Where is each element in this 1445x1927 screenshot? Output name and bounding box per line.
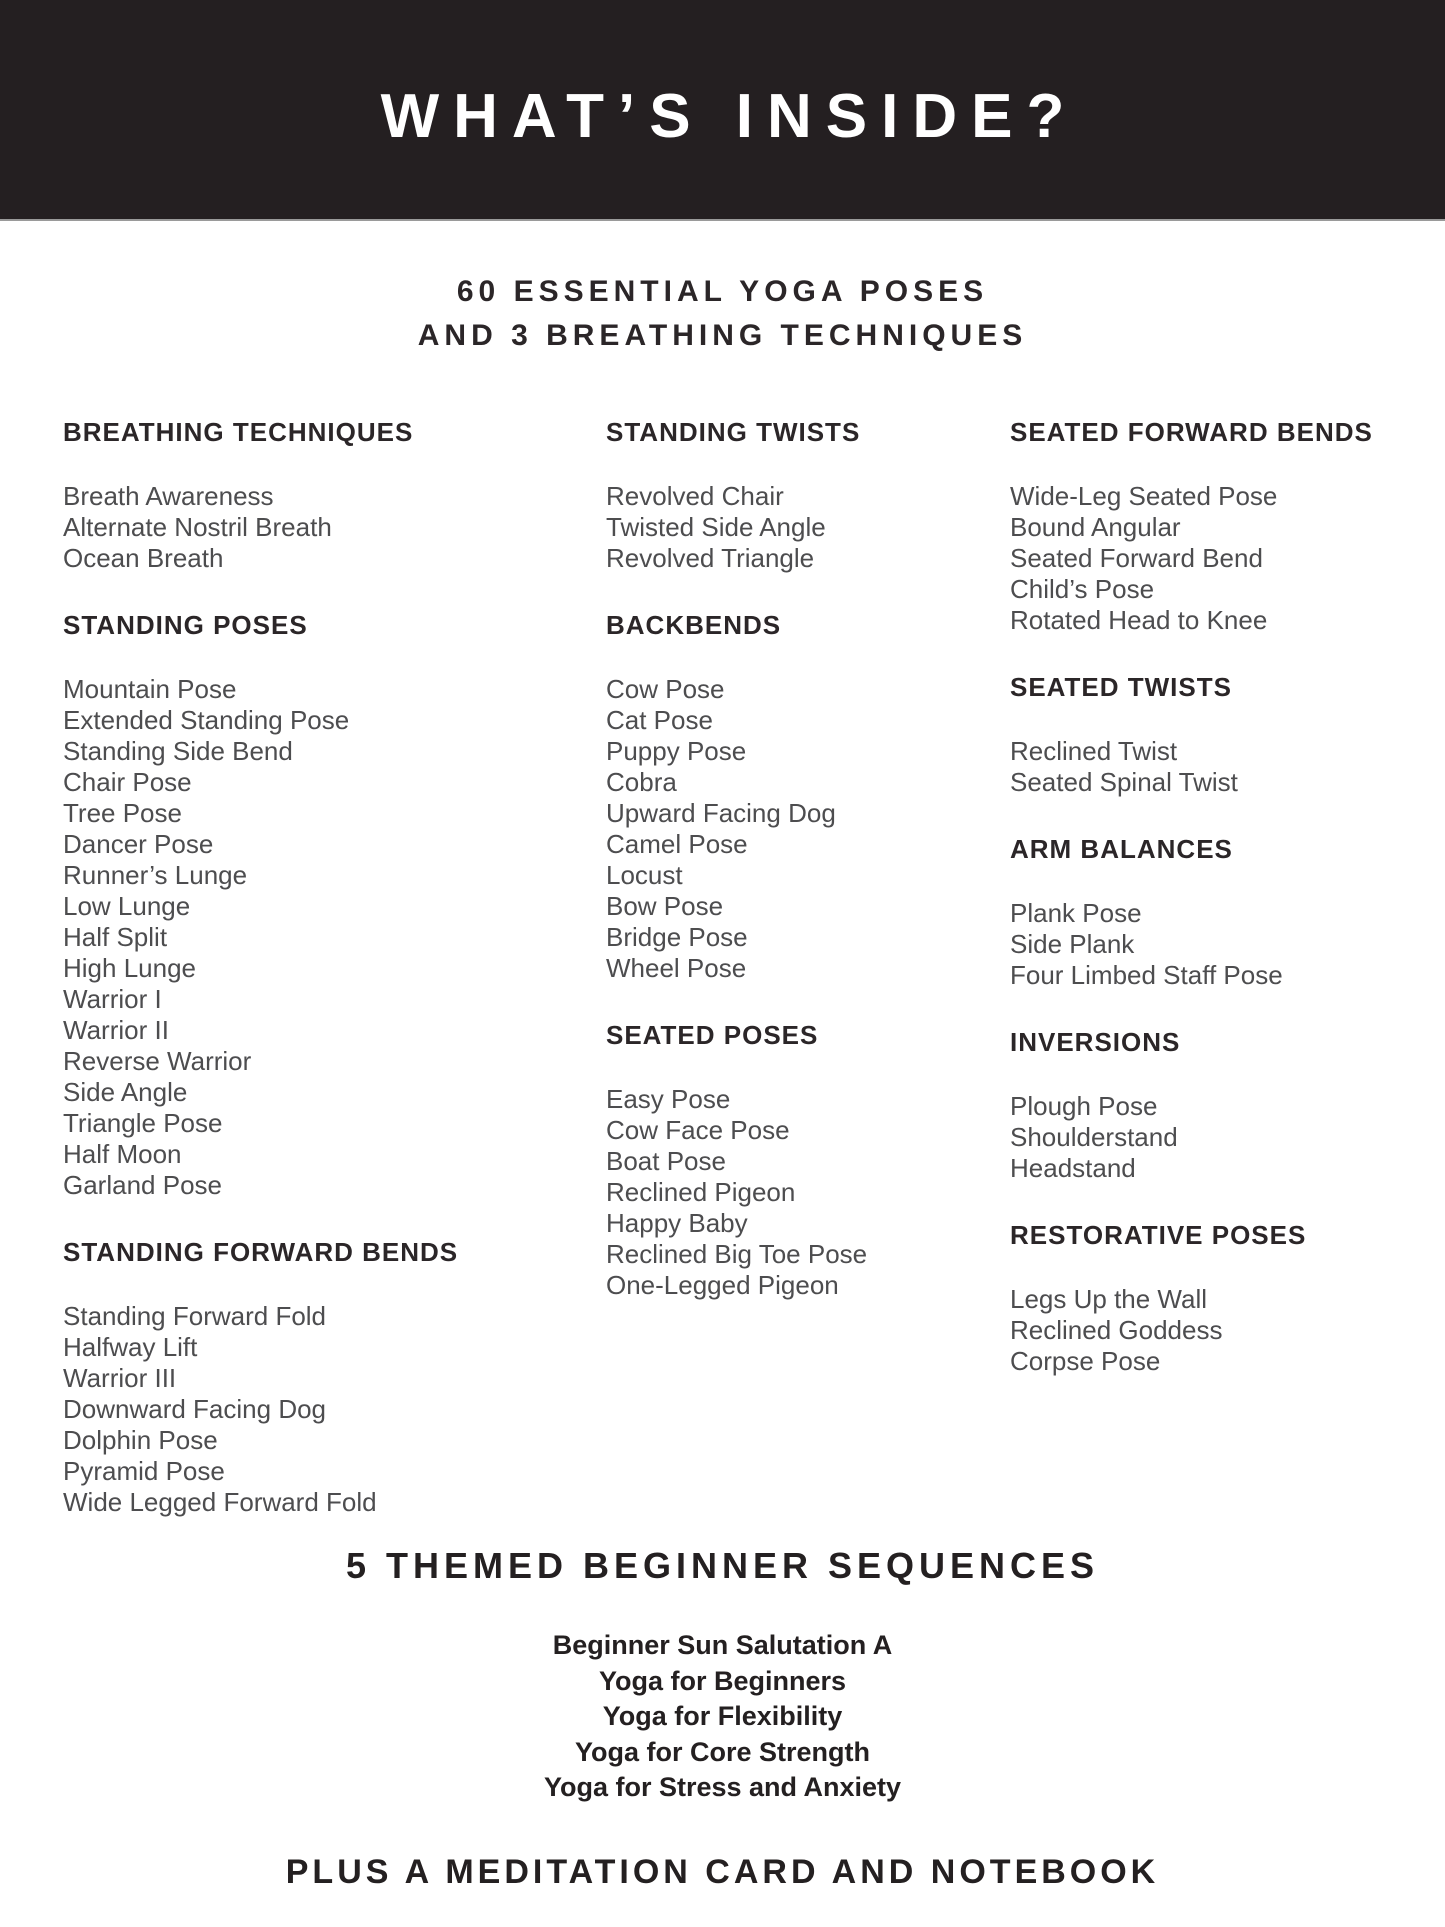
pose-item: Low Lunge bbox=[63, 891, 191, 921]
section-title: STANDING TWISTS bbox=[606, 417, 861, 447]
pose-item: Chair Pose bbox=[63, 767, 192, 797]
section-title: SEATED TWISTS bbox=[1010, 672, 1232, 702]
pose-item: One-Legged Pigeon bbox=[606, 1270, 839, 1300]
pose-item: Upward Facing Dog bbox=[606, 798, 836, 828]
pose-item: Side Angle bbox=[63, 1077, 188, 1107]
sequence-item: Yoga for Core Strength bbox=[574, 1736, 870, 1767]
pose-item: Cat Pose bbox=[606, 705, 713, 735]
header-bar bbox=[0, 0, 1445, 221]
pose-item: Happy Baby bbox=[606, 1208, 748, 1238]
section-title: SEATED POSES bbox=[606, 1020, 819, 1050]
pose-item: Shoulderstand bbox=[1010, 1122, 1178, 1152]
pose-item: Cobra bbox=[606, 767, 677, 797]
section-title: INVERSIONS bbox=[1010, 1027, 1181, 1057]
pose-item: Bow Pose bbox=[606, 891, 724, 921]
pose-item: Halfway Lift bbox=[63, 1332, 198, 1362]
pose-item: Warrior III bbox=[63, 1363, 177, 1393]
pose-item: Alternate Nostril Breath bbox=[63, 512, 332, 542]
section-title: RESTORATIVE POSES bbox=[1010, 1220, 1307, 1250]
pose-section bbox=[1010, 1220, 1440, 1377]
intro-heading bbox=[0, 270, 1445, 358]
pose-item: Warrior I bbox=[63, 984, 162, 1014]
pose-item: Legs Up the Wall bbox=[1010, 1284, 1208, 1314]
pose-list bbox=[606, 674, 1001, 984]
pose-section bbox=[606, 1020, 1001, 1301]
pose-item: Downward Facing Dog bbox=[63, 1394, 327, 1424]
page-title: WHAT’S INSIDE? bbox=[380, 82, 1079, 151]
pose-item: Dolphin Pose bbox=[63, 1425, 218, 1455]
sequences-heading: 5 THEMED BEGINNER SEQUENCES bbox=[345, 1545, 1100, 1586]
pose-list bbox=[1010, 481, 1440, 636]
pose-item: Boat Pose bbox=[606, 1146, 726, 1176]
pose-item: Plank Pose bbox=[1010, 898, 1142, 928]
pose-item: Bridge Pose bbox=[606, 922, 748, 952]
pose-section bbox=[63, 417, 593, 574]
pose-list bbox=[63, 1301, 593, 1518]
pose-item: Seated Spinal Twist bbox=[1010, 767, 1238, 797]
pose-section bbox=[63, 1237, 593, 1518]
pose-list bbox=[63, 481, 593, 574]
pose-item: Easy Pose bbox=[606, 1084, 731, 1114]
pose-item: Reverse Warrior bbox=[63, 1046, 252, 1076]
pose-item: Twisted Side Angle bbox=[606, 512, 826, 542]
pose-item: Ocean Breath bbox=[63, 543, 224, 573]
pose-item: Revolved Triangle bbox=[606, 543, 815, 573]
pose-list bbox=[1010, 1284, 1440, 1377]
pose-section bbox=[606, 417, 1001, 574]
section-title: STANDING POSES bbox=[63, 610, 308, 640]
pose-item: Reclined Goddess bbox=[1010, 1315, 1223, 1345]
pose-section bbox=[1010, 834, 1440, 991]
pose-item: Breath Awareness bbox=[63, 481, 274, 511]
pose-item: Rotated Head to Knee bbox=[1010, 605, 1268, 635]
pose-item: Wide-Leg Seated Pose bbox=[1010, 481, 1278, 511]
pose-section bbox=[1010, 417, 1440, 636]
pose-item: Seated Forward Bend bbox=[1010, 543, 1263, 573]
pose-item: Reclined Big Toe Pose bbox=[606, 1239, 868, 1269]
sequence-item: Yoga for Beginners bbox=[598, 1665, 847, 1696]
pose-item: Wide Legged Forward Fold bbox=[63, 1487, 377, 1517]
section-title: STANDING FORWARD BENDS bbox=[63, 1237, 459, 1267]
pose-item: Locust bbox=[606, 860, 683, 890]
section-title: BACKBENDS bbox=[606, 610, 782, 640]
sequence-item: Yoga for Flexibility bbox=[602, 1701, 843, 1731]
pose-list bbox=[1010, 1091, 1440, 1184]
pose-item: Corpse Pose bbox=[1010, 1346, 1161, 1376]
section-title: BREATHING TECHNIQUES bbox=[63, 417, 414, 447]
pose-column-middle bbox=[606, 417, 1001, 1337]
pose-list bbox=[606, 1084, 1001, 1301]
pose-item: Revolved Chair bbox=[606, 481, 784, 511]
sequences-list bbox=[0, 1628, 1445, 1806]
pose-item: Warrior II bbox=[63, 1015, 169, 1045]
pose-item: Bound Angular bbox=[1010, 512, 1181, 542]
pose-item: Half Moon bbox=[63, 1139, 182, 1169]
pose-item: Half Split bbox=[63, 922, 168, 952]
section-title: SEATED FORWARD BENDS bbox=[1010, 417, 1373, 447]
pose-item: Tree Pose bbox=[63, 798, 182, 828]
pose-item: Reclined Pigeon bbox=[606, 1177, 796, 1207]
pose-item: Extended Standing Pose bbox=[63, 705, 350, 735]
pose-item: Dancer Pose bbox=[63, 829, 214, 859]
pose-item: Headstand bbox=[1010, 1153, 1136, 1183]
pose-column-left bbox=[63, 417, 593, 1554]
intro-heading-line2: AND 3 BREATHING TECHNIQUES bbox=[417, 319, 1028, 352]
pose-item: Garland Pose bbox=[63, 1170, 222, 1200]
pose-section bbox=[63, 610, 593, 1201]
pose-list bbox=[1010, 736, 1440, 798]
pose-item: Standing Side Bend bbox=[63, 736, 293, 766]
pose-item: Mountain Pose bbox=[63, 674, 237, 704]
pose-section bbox=[1010, 672, 1440, 798]
pose-item: Puppy Pose bbox=[606, 736, 747, 766]
pose-item: Standing Forward Fold bbox=[63, 1301, 327, 1331]
pose-section bbox=[606, 610, 1001, 984]
pose-item: Triangle Pose bbox=[63, 1108, 223, 1138]
intro-heading-line1: 60 ESSENTIAL YOGA POSES bbox=[456, 275, 989, 308]
pose-item: Plough Pose bbox=[1010, 1091, 1158, 1121]
sequence-item: Beginner Sun Salutation A bbox=[552, 1630, 893, 1660]
section-title: ARM BALANCES bbox=[1010, 834, 1233, 864]
pose-item: Wheel Pose bbox=[606, 953, 747, 983]
pose-list bbox=[63, 674, 593, 1201]
pose-item: Cow Pose bbox=[606, 674, 725, 704]
pose-list bbox=[1010, 898, 1440, 991]
pose-item: Pyramid Pose bbox=[63, 1456, 225, 1486]
footer-note: PLUS A MEDITATION CARD AND NOTEBOOK bbox=[285, 1853, 1160, 1891]
pose-item: High Lunge bbox=[63, 953, 196, 983]
pose-item: Side Plank bbox=[1010, 929, 1135, 959]
sequence-item: Yoga for Stress and Anxiety bbox=[543, 1772, 902, 1802]
pose-item: Child’s Pose bbox=[1010, 574, 1155, 604]
pose-item: Camel Pose bbox=[606, 829, 748, 859]
pose-list bbox=[606, 481, 1001, 574]
pose-column-right bbox=[1010, 417, 1440, 1413]
pose-item: Reclined Twist bbox=[1010, 736, 1178, 766]
pose-section bbox=[1010, 1027, 1440, 1184]
pose-item: Four Limbed Staff Pose bbox=[1010, 960, 1283, 990]
pose-item: Runner’s Lunge bbox=[63, 860, 248, 890]
pose-item: Cow Face Pose bbox=[606, 1115, 790, 1145]
